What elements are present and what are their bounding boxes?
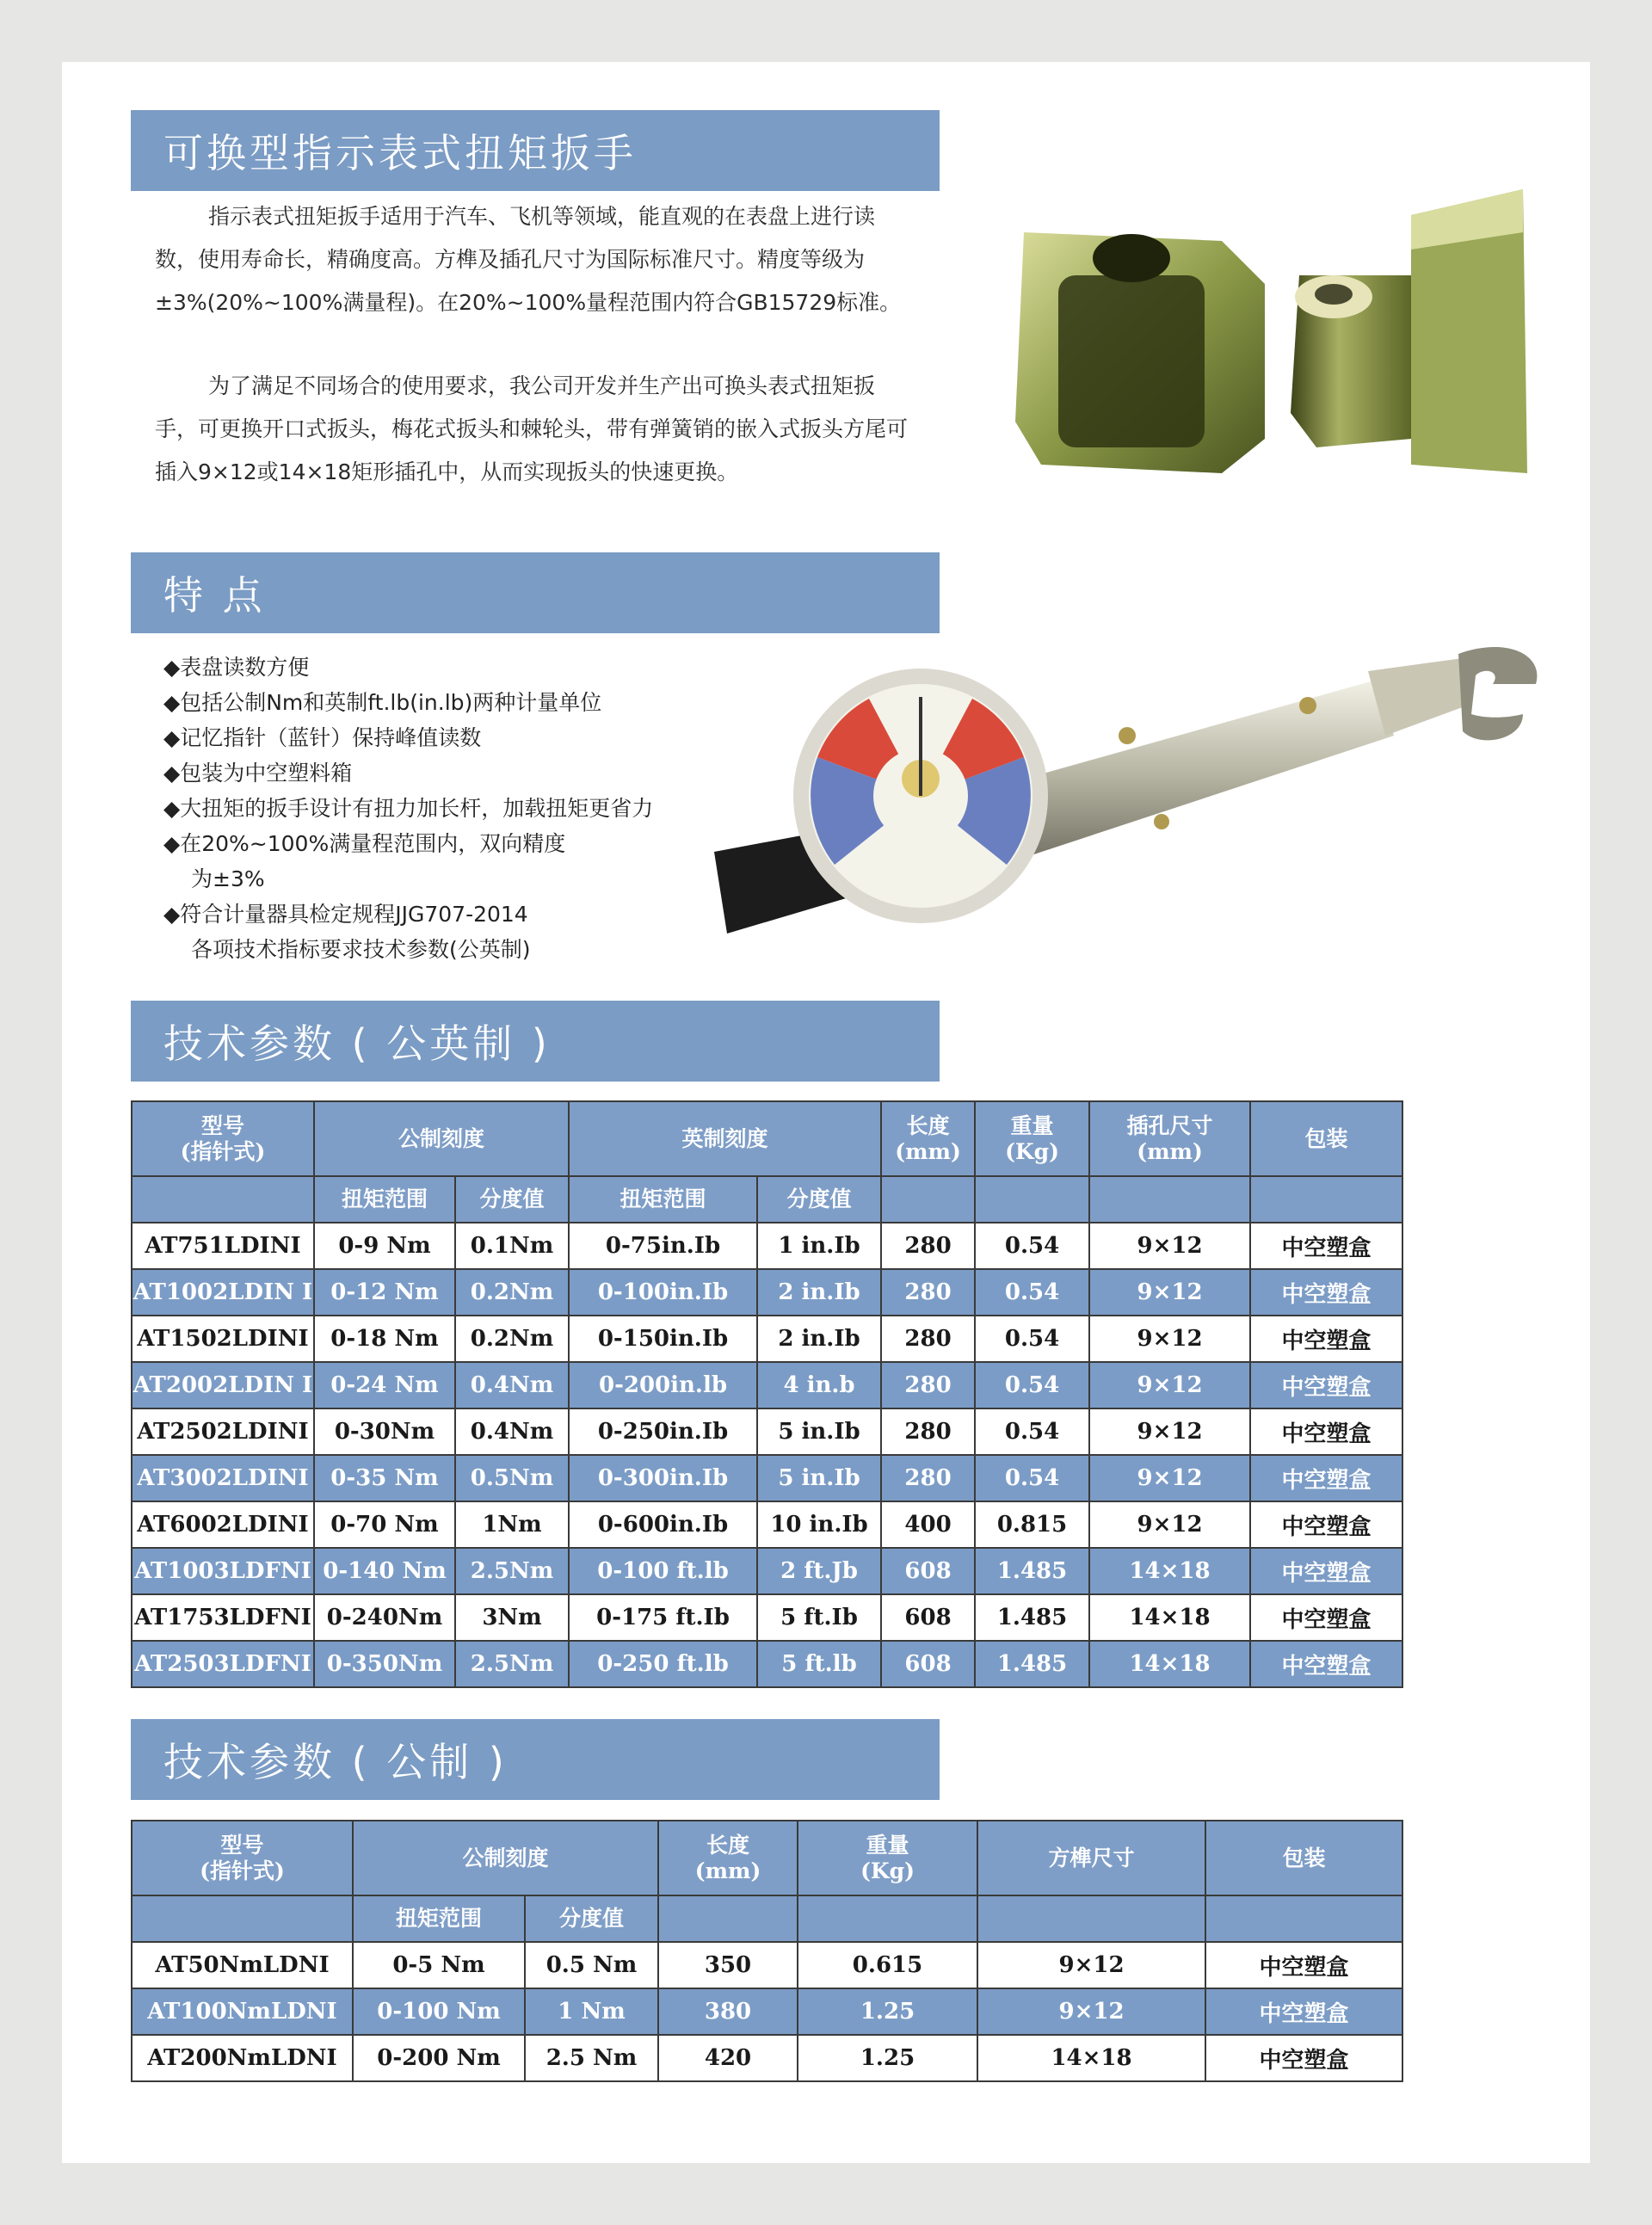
- table-cell: AT2503LDFNI: [132, 1641, 314, 1687]
- col-header-package: 包装: [1250, 1101, 1402, 1176]
- col-header-metric-scale: 公制刻度: [353, 1821, 658, 1895]
- section-title-spec-metric: [131, 1719, 940, 1800]
- feature-item: ◆记忆指针（蓝针）保持峰值读数: [163, 725, 482, 750]
- table-cell: 0-100 ft.lb: [569, 1548, 757, 1594]
- table-row: [132, 1594, 1402, 1641]
- section-title-spec-mixed-text: 技术参数 ( 公英制 ): [163, 1020, 551, 1067]
- table-cell: 中空塑盒: [1250, 1269, 1402, 1316]
- table-cell: 0-140 Nm: [314, 1548, 455, 1594]
- table-cell: 3Nm: [455, 1594, 569, 1641]
- table-row: [132, 1223, 1402, 1269]
- table-cell: 1 Nm: [525, 1988, 658, 2035]
- col-header-division: 分度值: [757, 1176, 881, 1223]
- table-cell: 9×12: [1089, 1455, 1250, 1501]
- table-cell: 0-250 ft.lb: [569, 1641, 757, 1687]
- table-cell: 280: [881, 1455, 975, 1501]
- col-header-division: 分度值: [455, 1176, 569, 1223]
- table-cell: 14×18: [977, 2035, 1205, 2081]
- table-cell: 0-18 Nm: [314, 1316, 455, 1362]
- table-cell: AT1502LDINI: [132, 1316, 314, 1362]
- table-cell: AT100NmLDNI: [132, 1988, 353, 2035]
- table-cell: 2 ft.Jb: [757, 1548, 881, 1594]
- table-cell: 5 ft.lb: [757, 1641, 881, 1687]
- table-cell: 10 in.Ib: [757, 1501, 881, 1548]
- table-cell: 0.1Nm: [455, 1223, 569, 1269]
- table-cell: 0-175 ft.Ib: [569, 1594, 757, 1641]
- torque-wrench-photo: [706, 637, 1557, 946]
- table-cell: 1.485: [975, 1641, 1089, 1687]
- table-row: [132, 1641, 1402, 1687]
- col-header-metric-scale: 公制刻度: [314, 1101, 569, 1176]
- table-row: [132, 1942, 1402, 1988]
- table-cell: 280: [881, 1408, 975, 1455]
- table-cell: 0.2Nm: [455, 1316, 569, 1362]
- table-cell: 0.815: [975, 1501, 1089, 1548]
- socket-closeup-photo: [1007, 181, 1532, 490]
- table-cell: 2 in.Ib: [757, 1269, 881, 1316]
- table-cell: 中空塑盒: [1205, 2035, 1402, 2081]
- table-cell: 350: [658, 1942, 798, 1988]
- table-cell: 2.5Nm: [455, 1641, 569, 1687]
- spec-table-metric: [131, 1820, 1403, 2082]
- feature-item: ◆包括公制Nm和英制ft.lb(in.lb)两种计量单位: [163, 690, 602, 715]
- col-header-division: 分度值: [525, 1895, 658, 1942]
- table-cell: 14×18: [1089, 1594, 1250, 1641]
- table-cell: 0-100in.Ib: [569, 1269, 757, 1316]
- table-cell: 中空塑盒: [1250, 1548, 1402, 1594]
- table-cell: AT200NmLDNI: [132, 2035, 353, 2081]
- col-header-model: 型号 (指针式): [132, 1821, 353, 1895]
- col-header-socket: 插孔尺寸 (mm): [1089, 1101, 1250, 1176]
- table-cell: 0.615: [798, 1942, 977, 1988]
- table-cell: 中空塑盒: [1250, 1408, 1402, 1455]
- table-cell: 608: [881, 1594, 975, 1641]
- table-cell: 280: [881, 1316, 975, 1362]
- table-cell: AT3002LDINI: [132, 1455, 314, 1501]
- table-cell: 14×18: [1089, 1641, 1250, 1687]
- col-header-range: 扭矩范围: [314, 1176, 455, 1223]
- table-cell: 0-9 Nm: [314, 1223, 455, 1269]
- table-cell: 0-30Nm: [314, 1408, 455, 1455]
- table-cell: 5 ft.Ib: [757, 1594, 881, 1641]
- table-cell: 0-200 Nm: [353, 2035, 525, 2081]
- table-cell: 2.5 Nm: [525, 2035, 658, 2081]
- table-cell: 4 in.b: [757, 1362, 881, 1408]
- table-cell: 0.54: [975, 1316, 1089, 1362]
- table-header-row: [132, 1821, 1402, 1895]
- table-cell: 9×12: [1089, 1316, 1250, 1362]
- feature-item-continued: 各项技术指标要求技术参数(公英制): [191, 937, 531, 962]
- section-title-features-text: 特 点: [163, 572, 266, 619]
- feature-item: ◆包装为中空塑料箱: [163, 761, 353, 786]
- section-title-features: [131, 552, 940, 633]
- section-title-intro: [131, 110, 940, 191]
- table-cell: 中空塑盒: [1250, 1316, 1402, 1362]
- table-row: [132, 2035, 1402, 2081]
- table-cell: AT1753LDFNI: [132, 1594, 314, 1641]
- col-header-range: 扭矩范围: [353, 1895, 525, 1942]
- table-cell: 0-600in.Ib: [569, 1501, 757, 1548]
- table-cell: 0-24 Nm: [314, 1362, 455, 1408]
- table-cell: 280: [881, 1362, 975, 1408]
- section-title-spec-metric-text: 技术参数 ( 公制 ): [163, 1739, 508, 1785]
- table-cell: AT1003LDFNI: [132, 1548, 314, 1594]
- intro-paragraph-2: 为了满足不同场合的使用要求，我公司开发并生产出可换头表式扭矩扳手，可更换开口式扳头，梅花式扳头和棘轮头，带有弹簧销的嵌入式扳头方尾可插入9×12或14×18矩形插孔中，从而实现扳头的快速更换。: [155, 373, 909, 484]
- table-cell: 280: [881, 1223, 975, 1269]
- table-cell: 0-12 Nm: [314, 1269, 455, 1316]
- table-cell: 0-150in.Ib: [569, 1316, 757, 1362]
- table-cell: AT6002LDINI: [132, 1501, 314, 1548]
- table-cell: 0.54: [975, 1269, 1089, 1316]
- feature-item: ◆大扭矩的扳手设计有扭力加长杆，加载扭矩更省力: [163, 796, 654, 821]
- table-cell: 9×12: [977, 1942, 1205, 1988]
- feature-item: ◆符合计量器具检定规程JJG707-2014: [163, 902, 528, 927]
- table-cell: 1.485: [975, 1594, 1089, 1641]
- section-title-spec-mixed: [131, 1001, 940, 1082]
- table-cell: 0-70 Nm: [314, 1501, 455, 1548]
- table-cell: 中空塑盒: [1250, 1223, 1402, 1269]
- table-cell: 2.5Nm: [455, 1548, 569, 1594]
- table-cell: 9×12: [977, 1988, 1205, 2035]
- table-cell: 0-200in.lb: [569, 1362, 757, 1408]
- table-cell: 0-5 Nm: [353, 1942, 525, 1988]
- table-cell: 0.54: [975, 1223, 1089, 1269]
- table-cell: 0-240Nm: [314, 1594, 455, 1641]
- table-cell: 1 in.Ib: [757, 1223, 881, 1269]
- table-subheader-row: [132, 1176, 1402, 1223]
- table-cell: 9×12: [1089, 1223, 1250, 1269]
- table-row: [132, 1501, 1402, 1548]
- table-cell: 中空塑盒: [1250, 1501, 1402, 1548]
- table-cell: 0.54: [975, 1408, 1089, 1455]
- feature-item: ◆在20%~100%满量程范围内，双向精度: [163, 831, 566, 856]
- table-cell: 5 in.Ib: [757, 1455, 881, 1501]
- col-header-weight: 重量 (Kg): [798, 1821, 977, 1895]
- table-cell: AT1002LDIN I: [132, 1269, 314, 1316]
- table-cell: 1.485: [975, 1548, 1089, 1594]
- table-cell: 中空塑盒: [1205, 1988, 1402, 2035]
- intro-paragraph-1: 指示表式扭矩扳手适用于汽车、飞机等领域，能直观的在表盘上进行读数，使用寿命长，精确度高。方榫及插孔尺寸为国际标准尺寸。精度等级为±3%(20%~100%满量程)。在20%~100%量程范围内符合GB15729标准。: [155, 204, 902, 315]
- table-row: [132, 1362, 1402, 1408]
- table-row: [132, 1548, 1402, 1594]
- table-cell: 0.54: [975, 1455, 1089, 1501]
- table-cell: 9×12: [1089, 1269, 1250, 1316]
- table-cell: 0-100 Nm: [353, 1988, 525, 2035]
- section-title-intro-text: 可换型指示表式扭矩扳手: [163, 130, 637, 176]
- table-cell: 1Nm: [455, 1501, 569, 1548]
- table-cell: 中空塑盒: [1250, 1594, 1402, 1641]
- table-cell: 0.4Nm: [455, 1362, 569, 1408]
- table-cell: 0.54: [975, 1362, 1089, 1408]
- table-cell: 9×12: [1089, 1408, 1250, 1455]
- feature-item-continued: 为±3%: [191, 866, 265, 891]
- col-header-model: 型号 (指针式): [132, 1101, 314, 1176]
- table-cell: 5 in.Ib: [757, 1408, 881, 1455]
- table-cell: 中空塑盒: [1205, 1942, 1402, 1988]
- table-cell: 2 in.Ib: [757, 1316, 881, 1362]
- table-cell: AT50NmLDNI: [132, 1942, 353, 1988]
- table-row: [132, 1269, 1402, 1316]
- table-cell: 420: [658, 2035, 798, 2081]
- table-cell: 中空塑盒: [1250, 1362, 1402, 1408]
- table-subheader-row: [132, 1895, 1402, 1942]
- col-header-square-size: 方榫尺寸: [977, 1821, 1205, 1895]
- table-cell: 9×12: [1089, 1501, 1250, 1548]
- table-cell: 0-250in.Ib: [569, 1408, 757, 1455]
- col-header-range: 扭矩范围: [569, 1176, 757, 1223]
- col-header-length: 长度 (mm): [881, 1101, 975, 1176]
- table-row: [132, 1408, 1402, 1455]
- spec-table-mixed: [131, 1100, 1403, 1688]
- table-header-row: [132, 1101, 1402, 1176]
- table-row: [132, 1316, 1402, 1362]
- table-row: [132, 1455, 1402, 1501]
- col-header-imperial-scale: 英制刻度: [569, 1101, 881, 1176]
- table-cell: 中空塑盒: [1250, 1455, 1402, 1501]
- feature-item: ◆表盘读数方便: [163, 655, 310, 680]
- table-cell: 608: [881, 1641, 975, 1687]
- table-cell: 608: [881, 1548, 975, 1594]
- table-cell: 0.4Nm: [455, 1408, 569, 1455]
- table-cell: 9×12: [1089, 1362, 1250, 1408]
- table-cell: 0.5 Nm: [525, 1942, 658, 1988]
- table-cell: 380: [658, 1988, 798, 2035]
- table-cell: 1.25: [798, 1988, 977, 2035]
- table-cell: 0-75in.Ib: [569, 1223, 757, 1269]
- table-cell: 400: [881, 1501, 975, 1548]
- table-cell: 14×18: [1089, 1548, 1250, 1594]
- table-cell: AT751LDINI: [132, 1223, 314, 1269]
- table-cell: 280: [881, 1269, 975, 1316]
- table-cell: 0-35 Nm: [314, 1455, 455, 1501]
- table-row: [132, 1988, 1402, 2035]
- table-cell: 1.25: [798, 2035, 977, 2081]
- table-cell: 0.5Nm: [455, 1455, 569, 1501]
- col-header-weight: 重量 (Kg): [975, 1101, 1089, 1176]
- table-cell: 0.2Nm: [455, 1269, 569, 1316]
- table-cell: 0-300in.Ib: [569, 1455, 757, 1501]
- table-cell: AT2002LDIN I: [132, 1362, 314, 1408]
- features-list: [163, 650, 723, 967]
- col-header-length: 长度 (mm): [658, 1821, 798, 1895]
- col-header-package: 包装: [1205, 1821, 1402, 1895]
- table-cell: 0-350Nm: [314, 1641, 455, 1687]
- table-cell: AT2502LDINI: [132, 1408, 314, 1455]
- table-cell: 中空塑盒: [1250, 1641, 1402, 1687]
